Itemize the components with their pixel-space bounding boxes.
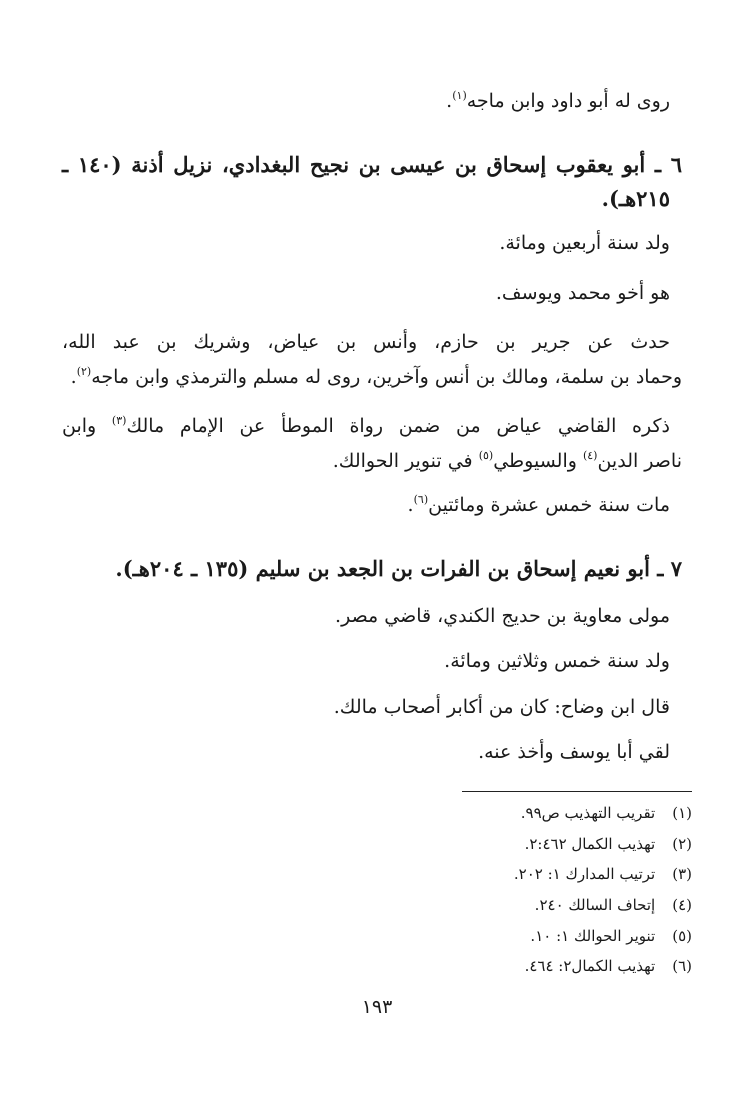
footnote-number: (٢) <box>672 835 692 853</box>
paragraph-text: ذكره القاضي عياض من ضمن رواة الموطأ عن الإمام مالك <box>126 415 670 437</box>
footnote-text: إتحاف السالك ٢٤٠. <box>534 896 656 914</box>
footnote-number: (٣) <box>672 865 692 883</box>
paragraph-birth: ولد سنة أربعين ومائة. <box>499 232 670 254</box>
paragraph-text: وابن <box>62 415 112 437</box>
footnote-ref[interactable]: (١) <box>452 89 467 102</box>
footnote-number: (٥) <box>672 927 692 945</box>
paragraph-mention <box>62 411 670 441</box>
footnote-number: (٤) <box>672 896 692 914</box>
footnote-ref[interactable]: (٦) <box>413 493 429 506</box>
paragraph-text: في تنوير الحوالك. <box>332 450 479 472</box>
paragraph-mention-cont <box>62 446 682 476</box>
paragraph-text: ناصر الدين <box>597 450 682 472</box>
paragraph-text: روى له أبو داود وابن ماجه <box>466 90 670 112</box>
entry-heading-7: ٧ ـ أبو نعيم إسحاق بن الفرات بن الجعد بن سليم (١٣٥ ـ ٢٠٤هـ). <box>115 556 682 581</box>
footnote-3 <box>514 863 692 885</box>
footnote-text: تهذيب الكمال٢: ٤٦٤. <box>524 957 656 975</box>
page-number: ١٩٣ <box>361 996 393 1018</box>
paragraph-met: لقي أبا يوسف وأخذ عنه. <box>478 741 670 763</box>
footnote-text: ترتيب المدارك ١: ٢٠٢. <box>513 865 656 883</box>
footnote-number: (٦) <box>672 957 692 975</box>
paragraph-brothers: هو أخو محمد ويوسف. <box>495 282 670 304</box>
paragraph-birth-7: ولد سنة خمس وثلاثين ومائة. <box>444 650 670 672</box>
footnote-1 <box>521 802 692 824</box>
paragraph-quote: قال ابن وضاح: كان من أكابر أصحاب مالك. <box>333 696 670 718</box>
paragraph-text: وحماد بن سلمة، ومالك بن أنس وآخرين، روى له مسلم والترمذي وابن ماجه <box>91 366 682 388</box>
footnote-2 <box>525 833 692 855</box>
footnote-5 <box>530 925 692 947</box>
footnote-text: تنوير الحوالك ١: ١٠. <box>530 927 656 945</box>
entry-heading-6: ٦ ـ أبو يعقوب إسحاق بن عيسى بن نجيح البغدادي، نزيل أذنة (١٤٠ ـ <box>62 152 682 177</box>
paragraph-text: . <box>407 494 414 516</box>
paragraph-death <box>62 490 670 520</box>
paragraph-teachers: حدث عن جرير بن حازم، وأنس بن عياض، وشريك بن عبد الله، <box>62 331 670 353</box>
paragraph-text: . <box>70 366 77 388</box>
footnote-text: تقريب التهذيب ص٩٩. <box>520 804 656 822</box>
paragraph-text: والسيوطي <box>493 450 583 472</box>
footnote-ref[interactable]: (٥) <box>478 449 494 462</box>
footnote-ref[interactable]: (٢) <box>76 365 92 378</box>
footnote-number: (١) <box>672 804 692 822</box>
paragraph-client: مولى معاوية بن حديج الكندي، قاضي مصر. <box>335 605 670 627</box>
footnote-4 <box>535 894 692 916</box>
footnote-divider <box>462 791 692 792</box>
footnote-ref[interactable]: (٤) <box>582 449 598 462</box>
paragraph-text: مات سنة خمس عشرة ومائتين <box>428 494 670 516</box>
footnote-ref[interactable]: (٣) <box>111 414 127 427</box>
entry-heading-6-cont: ٢١٥هـ). <box>601 186 670 211</box>
paragraph-narrators <box>62 86 670 116</box>
paragraph-teachers-cont <box>62 362 682 392</box>
footnote-6 <box>525 955 692 977</box>
footnote-text: تهذيب الكمال ٢:٤٦٢. <box>524 835 656 853</box>
paragraph-text: . <box>446 90 453 112</box>
